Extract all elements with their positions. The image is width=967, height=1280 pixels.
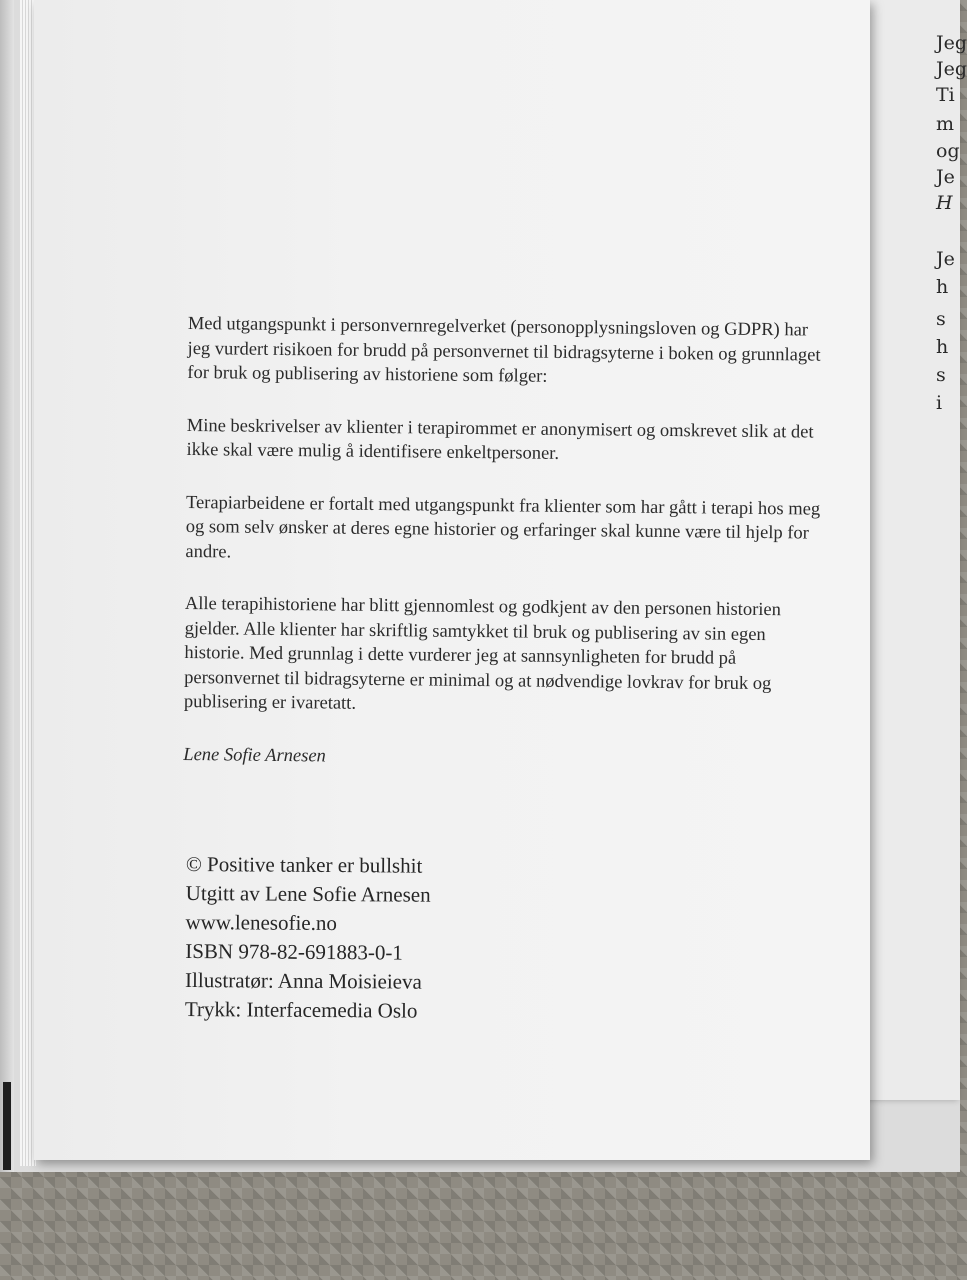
facing-page-fragment: m: [936, 113, 955, 135]
statement-paragraph: Mine beskrivelser av klienter i terapirommet er anonymisert og omskrevet slik at det ikke skal være mulig å identifisere enkeltpersoner.: [186, 415, 814, 464]
facing-page: [860, 0, 967, 1100]
publisher-line: Utgitt av Lene Sofie Arnesen: [185, 880, 431, 907]
illustrator-line: Illustratør: Anna Moisieieva: [185, 967, 422, 994]
facing-page-fragment: s: [936, 308, 946, 330]
facing-page-fragment: h: [936, 336, 949, 358]
facing-page-fragment: Jeg: [936, 58, 967, 80]
privacy-statement: [183, 312, 828, 802]
website-line: www.lenesofie.no: [185, 909, 338, 936]
facing-page-fragment: s: [936, 364, 946, 386]
facing-page-fragment: Ti: [936, 84, 955, 106]
colophon: [185, 850, 686, 1027]
book-spine: [0, 0, 14, 1172]
printer-line: Trykk: Interfacemedia Oslo: [184, 996, 418, 1023]
facing-page-fragment: og: [936, 140, 960, 162]
facing-page-fragment: Jeg: [936, 32, 967, 54]
spine-binding-mark: [3, 1082, 11, 1170]
statement-paragraph: Med utgangspunkt i personvernregelverket (personopplysningsloven og GDPR) har jeg vurdert risikoen for brudd på personvernet til bidragsyterne i boken og grunnlaget for bruk og publisering av historiene som følger:: [187, 313, 821, 387]
facing-page-fragment: H: [936, 192, 953, 214]
statement-paragraph: Alle terapihistoriene har blitt gjennomlest og godkjent av den personen historien gjelder. Alle klienter har skriftlig samtykket til bruk og publisering av sin egen historie. Med grunnlag i dette vurderer jeg at sannsynligheten for brudd på personvernet til bidragsyterne er minimal og at nødvendige lovkrav for bruk og publisering er ivaretatt.: [183, 593, 781, 714]
copyright-title: © Positive tanker er bullshit: [185, 851, 423, 878]
facing-page-fragment: h: [936, 276, 949, 298]
facing-page-fragment: Je: [936, 166, 955, 188]
isbn-line: ISBN 978-82-691883-0-1: [185, 938, 403, 965]
facing-page-fragment: i: [936, 392, 943, 414]
statement-paragraph: Terapiarbeidene er fortalt med utgangspunkt fra klienter som har gått i terapi hos meg og som selv ønsker at deres egne historier og erfaringer skal kunne være til hjelp for andre.: [185, 492, 821, 562]
facing-page-fragment: Je: [936, 248, 955, 270]
author-signature: Lene Sofie Arnesen: [183, 744, 326, 766]
book-page: [34, 0, 870, 1160]
